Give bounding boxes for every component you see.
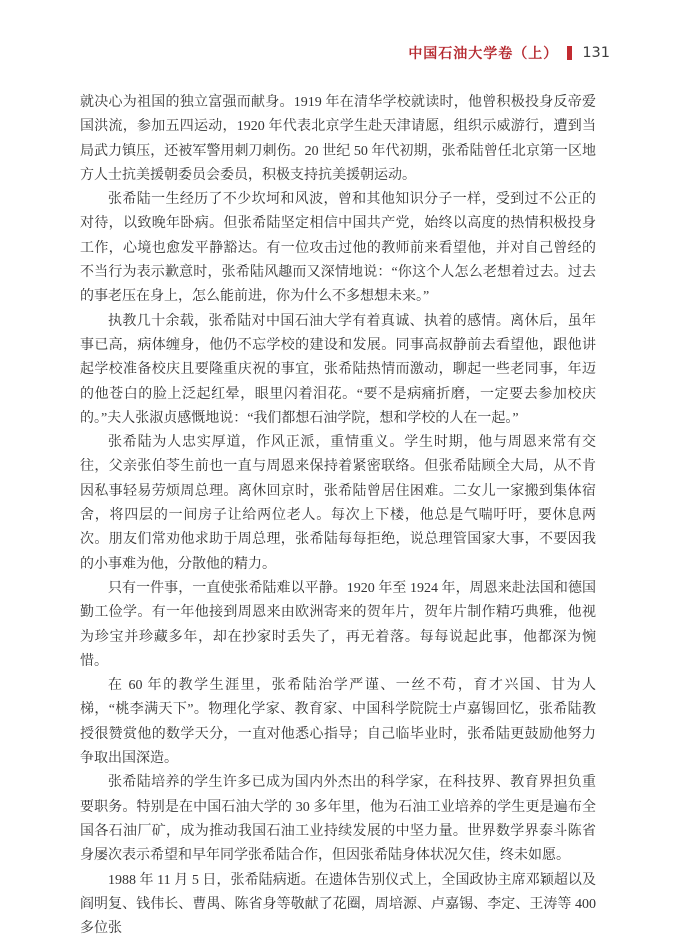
- paragraph-4: 张希陆为人忠实厚道，作风正派，重情重义。学生时期，他与周恩来常有交往，父亲张伯苓生前也一直与周恩来保持着紧密联络。但张希陆顾全大局，从不肯因私事轻易劳烦周总理。离休回京时，张希陆曾居住困难。二女儿一家搬到集体宿舍，将四层的一间房子让给两位老人。每次上下楼，他总是气喘吁吁，要休息两次。朋友们常劝他求助于周总理，张希陆每每拒绝，说总理管国家大事，不要因我的小事难为他，分散他的精力。: [80, 435, 596, 572]
- running-head-title: 中国石油大学卷（上）: [408, 47, 559, 62]
- header-divider-bar: [567, 46, 572, 60]
- paragraph-3: 执教几十余载，张希陆对中国石油大学有着真诚、执着的感情。离休后，虽年事已高，病体缠身，他仍不忘学校的建设和发展。同事高叔静前去看望他，跟他讲起学校准备校庆且要隆重庆祝的事宜，张希陆热情而激动，聊起一些老同事，年迈的他苍白的脸上泛起红晕，眼里闪着泪花。“要不是病痛折磨，一定要去参加校庆的。”夫人张淑贞感慨地说：“我们都想石油学院，想和学校的人在一起。”: [80, 313, 596, 426]
- paragraph-8: 1988 年 11 月 5 日，张希陆病逝。在遗体告别仪式上，全国政协主席邓颖超以及阎明复、钱伟长、曹禺、陈省身等敬献了花圈，周培源、卢嘉锡、李定、王涛等 400 多位张: [80, 872, 596, 937]
- paragraph-6: 在 60 年的教学生涯里，张希陆治学严谨、一丝不苟，育才兴国、甘为人梯，“桃李满天下”。物理化学家、教育家、中国科学院院士卢嘉锡回忆，张希陆教授很赞赏他的数学天分，一直对他悉心指导；自己临毕业时，张希陆更鼓励他努力争取出国深造。: [80, 678, 596, 767]
- paragraph-7: 张希陆培养的学生许多已成为国内外杰出的科学家，在科技界、教育界担负重要职务。特别是在中国石油大学的 30 多年里，他为石油工业培养的学生更是遍布全国各石油厂矿，成为推动我国石油工业持续发展的中坚力量。世界数学界泰斗陈省身屡次表示希望和早年同学张希陆合作，但因张希陆身体状况欠佳，终未如愿。: [80, 775, 596, 864]
- running-head: [408, 43, 610, 63]
- paragraph-2: 张希陆一生经历了不少坎坷和风波，曾和其他知识分子一样，受到过不公正的对待，以致晚年卧病。但张希陆坚定相信中国共产党，始终以高度的热情积极投身工作，心境也愈发平静豁达。有一位攻击过他的教师前来看望他，并对自己曾经的不当行为表示歉意时，张希陆风趣而又深情地说：“你这个人怎么老想着过去。过去的事老压在身上，怎么能前进，你为什么不多想想未来。”: [80, 192, 596, 305]
- paragraph-1: 就决心为祖国的独立富强而献身。1919 年在清华学校就读时，他曾积极投身反帝爱国洪流，参加五四运动，1920 年代表北京学生赴天津请愿，组织示威游行，遭到当局武力镇压，还被军警用刺刀刺伤。20 世纪 50 年代初期，张希陆曾任北京第一区地方人士抗美援朝委员会委员，积极支持抗美援朝运动。: [80, 95, 596, 183]
- paragraph-5: 只有一件事，一直使张希陆难以平静。1920 年至 1924 年，周恩来赴法国和德国勤工俭学。有一年他接到周恩来由欧洲寄来的贺年片，贺年片制作精巧典雅，他视为珍宝并珍藏多年，却在抄家时丢失了，再无着落。每每说起此事，他都深为惋惜。: [80, 580, 596, 669]
- body-text: [80, 91, 596, 941]
- page-number: 131: [582, 45, 610, 61]
